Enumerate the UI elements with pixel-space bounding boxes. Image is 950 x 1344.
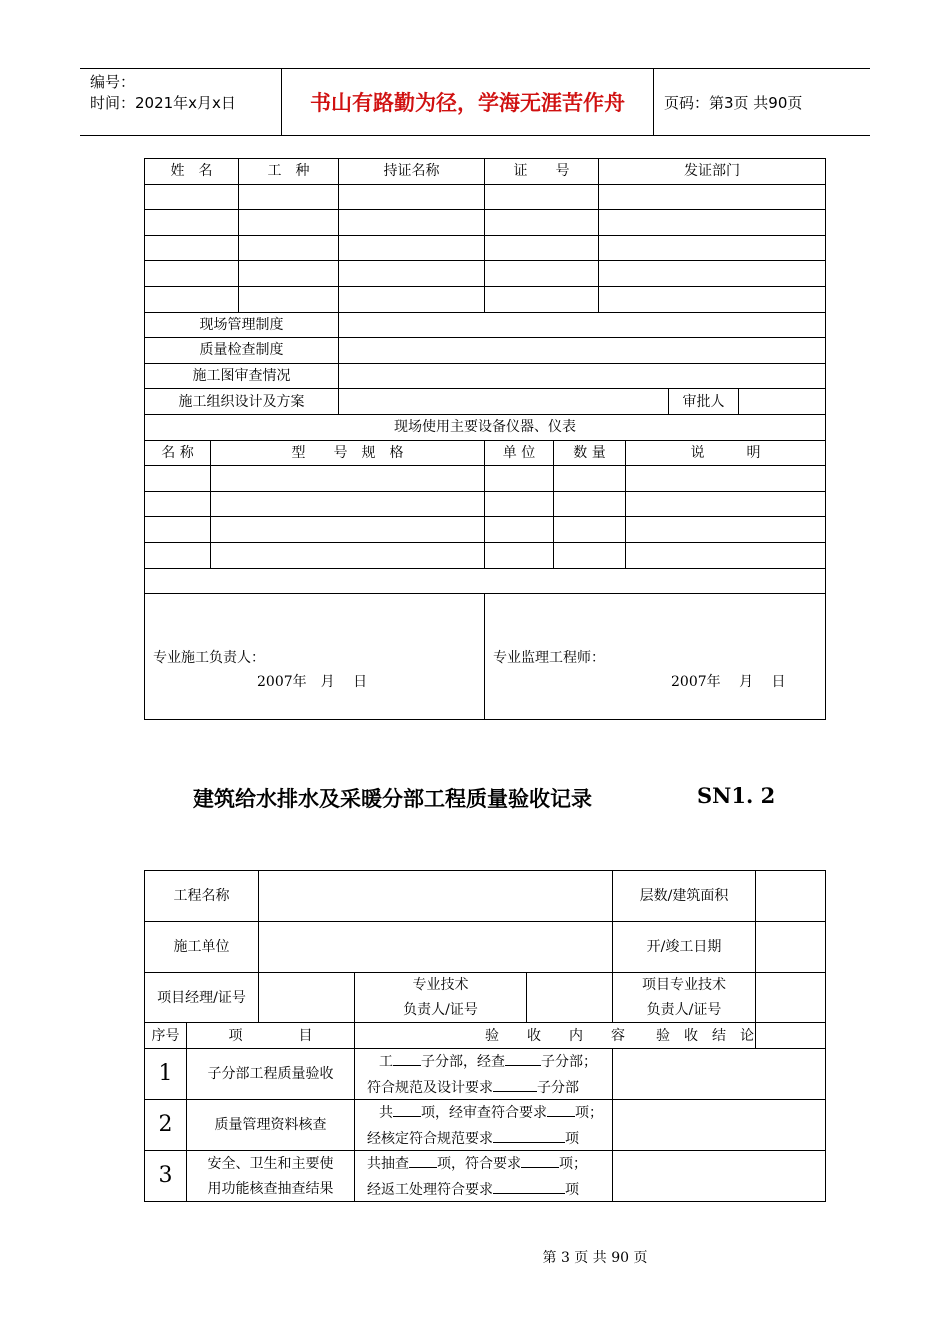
cell[interactable]: [145, 517, 211, 543]
acceptance-header-row: [145, 1023, 826, 1049]
cell[interactable]: [211, 491, 485, 517]
content-text: 项，经审查符合要求: [421, 1104, 547, 1121]
cell[interactable]: [599, 184, 826, 210]
quality-inspection-label: 质量检查制度: [145, 338, 339, 364]
cell[interactable]: [239, 184, 339, 210]
cell[interactable]: [211, 466, 485, 492]
col-conclusion: [656, 1023, 826, 1049]
manager-row: [145, 973, 826, 1023]
project-name-label: 工程名称: [145, 871, 259, 922]
cell[interactable]: [211, 517, 485, 543]
content-text: 项: [565, 1181, 579, 1198]
header-issuer: 发证部门: [599, 159, 826, 185]
cell[interactable]: [599, 261, 826, 287]
equipment-row: [145, 466, 826, 492]
construction-design-label: 施工组织设计及方案: [145, 389, 339, 415]
page-footer: 第 3 页 共 90 页: [542, 1250, 648, 1266]
proj-tech-label-line2: 负责人/证号: [646, 1002, 722, 1018]
personnel-header-row: [145, 159, 826, 185]
cell[interactable]: [554, 466, 626, 492]
cell[interactable]: [339, 286, 485, 312]
equip-header-name: 名 称: [145, 440, 211, 466]
row-content[interactable]: [355, 1049, 613, 1100]
row-item: [187, 1151, 355, 1202]
personnel-equipment-table: [144, 158, 826, 720]
tech-lead-label-line2: 负责人/证号: [403, 1002, 478, 1018]
cell[interactable]: [626, 466, 826, 492]
cell[interactable]: [145, 542, 211, 568]
tech-lead-label-line1: 专业技术: [412, 977, 469, 993]
system-row: [145, 338, 826, 364]
equipment-header-row: [145, 440, 826, 466]
row-item: 子分部工程质量验收: [187, 1049, 355, 1100]
header-cert-name: 持证名称: [339, 159, 485, 185]
cell[interactable]: [485, 235, 599, 261]
contractor-label: 施工单位: [145, 922, 259, 973]
blank-line[interactable]: [521, 1153, 559, 1168]
cell[interactable]: [339, 261, 485, 287]
header-cert-no: 证 号: [485, 159, 599, 185]
cell[interactable]: [485, 491, 554, 517]
acceptance-row: [145, 1049, 826, 1100]
supervisor-signature[interactable]: [485, 594, 826, 720]
cell[interactable]: [145, 568, 826, 594]
row-item-line1: 安全、卫生和主要使: [207, 1155, 334, 1172]
equipment-title: 现场使用主要设备仪器、仪表: [145, 414, 826, 440]
cell[interactable]: [339, 235, 485, 261]
tech-lead-value[interactable]: [527, 973, 613, 1023]
col-item: 项 目: [187, 1023, 355, 1049]
cell[interactable]: [145, 491, 211, 517]
row-content[interactable]: [355, 1151, 613, 1202]
row-number: 1: [145, 1049, 187, 1100]
row-conclusion[interactable]: [613, 1151, 826, 1202]
drawing-review-label: 施工图审查情况: [145, 363, 339, 389]
blank-line[interactable]: [505, 1051, 541, 1066]
equip-header-desc: 说 明: [626, 440, 826, 466]
cell[interactable]: [145, 286, 239, 312]
cell[interactable]: [145, 184, 239, 210]
content-text: 符合规范及设计要求: [367, 1079, 493, 1096]
cell[interactable]: [626, 517, 826, 543]
approver-value[interactable]: [739, 389, 826, 415]
content-text: 子分部，经查: [421, 1053, 505, 1070]
contractor-row: [145, 922, 826, 973]
header-page-info: 页码：第3页 共90页: [664, 93, 803, 112]
content-text: 项；: [575, 1104, 603, 1121]
row-number: 3: [145, 1151, 187, 1202]
content-text: 共: [379, 1104, 393, 1121]
header-meta: [80, 69, 282, 135]
dates-value[interactable]: [756, 922, 826, 973]
page-header: [80, 68, 870, 136]
header-name: 姓 名: [145, 159, 239, 185]
document-time: 时间：2021年x月x日: [90, 94, 236, 112]
cell[interactable]: [626, 542, 826, 568]
construction-lead-signature[interactable]: [145, 594, 485, 720]
col-conclusion-text: 验 收 结 论: [656, 1027, 754, 1044]
cell[interactable]: [599, 210, 826, 236]
personnel-row: [145, 235, 826, 261]
content-text: 子分部；: [541, 1053, 597, 1070]
cell[interactable]: [554, 542, 626, 568]
equip-header-model: 型 号 规 格: [211, 440, 485, 466]
cell[interactable]: [485, 210, 599, 236]
row-number: 2: [145, 1100, 187, 1151]
floors-area-value[interactable]: [756, 871, 826, 922]
blank-line[interactable]: [493, 1128, 565, 1143]
blank-row: [145, 568, 826, 594]
cell[interactable]: [599, 286, 826, 312]
cell[interactable]: [339, 210, 485, 236]
content-text: 项，符合要求: [437, 1155, 521, 1172]
row-item: 质量管理资料核查: [187, 1100, 355, 1151]
personnel-row: [145, 184, 826, 210]
contractor-value[interactable]: [259, 922, 613, 973]
row-content[interactable]: [355, 1100, 613, 1151]
cell[interactable]: [239, 286, 339, 312]
col-seq: 序号: [145, 1023, 187, 1049]
cell[interactable]: [145, 261, 239, 287]
cell[interactable]: [239, 235, 339, 261]
content-text: 经返工处理符合要求: [367, 1181, 493, 1198]
blank-line[interactable]: [393, 1051, 421, 1066]
cell[interactable]: [239, 261, 339, 287]
personnel-row: [145, 286, 826, 312]
proj-tech-label-line1: 项目专业技术: [642, 977, 726, 993]
content-text: 子分部: [537, 1079, 579, 1096]
acceptance-record-table: [144, 870, 826, 1202]
cell[interactable]: [626, 491, 826, 517]
equipment-row: [145, 491, 826, 517]
section-code: SN1. 2: [697, 783, 776, 808]
construction-lead-label: 专业施工负责人：: [153, 650, 265, 667]
cell[interactable]: [485, 542, 554, 568]
document-number-label: 编号：: [90, 73, 136, 91]
cell[interactable]: [339, 184, 485, 210]
cell[interactable]: [485, 286, 599, 312]
blank-line[interactable]: [493, 1179, 565, 1194]
system-row: [145, 363, 826, 389]
site-management-label: 现场管理制度: [145, 312, 339, 338]
cell[interactable]: [599, 235, 826, 261]
row-conclusion[interactable]: [613, 1100, 826, 1151]
proj-tech-value[interactable]: [756, 973, 826, 1023]
cell[interactable]: [554, 491, 626, 517]
equipment-row: [145, 517, 826, 543]
equipment-row: [145, 542, 826, 568]
equip-header-unit: 单 位: [485, 440, 554, 466]
cell[interactable]: [145, 210, 239, 236]
content-text: 项；: [559, 1155, 587, 1172]
quality-inspection-value[interactable]: [339, 338, 826, 364]
proj-tech-label: [613, 973, 756, 1023]
project-name-value[interactable]: [259, 871, 613, 922]
cell[interactable]: [145, 466, 211, 492]
section-title-text: 建筑给水排水及采暖分部工程质量验收记录: [193, 786, 592, 811]
drawing-review-value[interactable]: [339, 363, 826, 389]
cell[interactable]: [554, 517, 626, 543]
row-conclusion[interactable]: [613, 1049, 826, 1100]
personnel-row: [145, 210, 826, 236]
equip-header-qty: 数 量: [554, 440, 626, 466]
project-name-row: [145, 871, 826, 922]
construction-design-value[interactable]: [339, 389, 669, 415]
content-text: 经核定符合规范要求: [367, 1130, 493, 1147]
header-trade: 工 种: [239, 159, 339, 185]
cell[interactable]: [485, 466, 554, 492]
cell[interactable]: [485, 184, 599, 210]
supervisor-label: 专业监理工程师：: [493, 650, 605, 667]
design-row: [145, 389, 826, 415]
blank-line[interactable]: [547, 1102, 575, 1117]
approver-label: 审批人: [669, 389, 739, 415]
construction-lead-date: 2007年 月 日: [257, 674, 368, 691]
blank-line[interactable]: [409, 1153, 437, 1168]
acceptance-row: [145, 1100, 826, 1151]
acceptance-row: [145, 1151, 826, 1202]
blank-line[interactable]: [493, 1077, 537, 1092]
cell[interactable]: [211, 542, 485, 568]
supervisor-date: 2007年 月 日: [671, 674, 786, 691]
system-row: [145, 312, 826, 338]
floors-area-label: 层数/建筑面积: [613, 871, 756, 922]
blank-line[interactable]: [393, 1102, 421, 1117]
site-management-value[interactable]: [339, 312, 826, 338]
row-item-line2: 用功能核查抽查结果: [207, 1180, 334, 1197]
cell[interactable]: [145, 235, 239, 261]
content-text: 项: [565, 1130, 579, 1147]
pm-value[interactable]: [259, 973, 355, 1023]
cell[interactable]: [485, 517, 554, 543]
tech-lead-label: [355, 973, 527, 1023]
cell[interactable]: [239, 210, 339, 236]
col-content: 验 收 内 容: [355, 1023, 756, 1049]
dates-label: 开/竣工日期: [613, 922, 756, 973]
header-motto: 书山有路勤为径，学海无涯苦作舟: [282, 69, 654, 135]
cell[interactable]: [485, 261, 599, 287]
content-text: 共抽查: [367, 1155, 409, 1172]
signature-row: [145, 594, 826, 720]
content-text: 工: [379, 1053, 393, 1070]
pm-label: 项目经理/证号: [145, 973, 259, 1023]
equipment-title-row: [145, 414, 826, 440]
personnel-row: [145, 261, 826, 287]
